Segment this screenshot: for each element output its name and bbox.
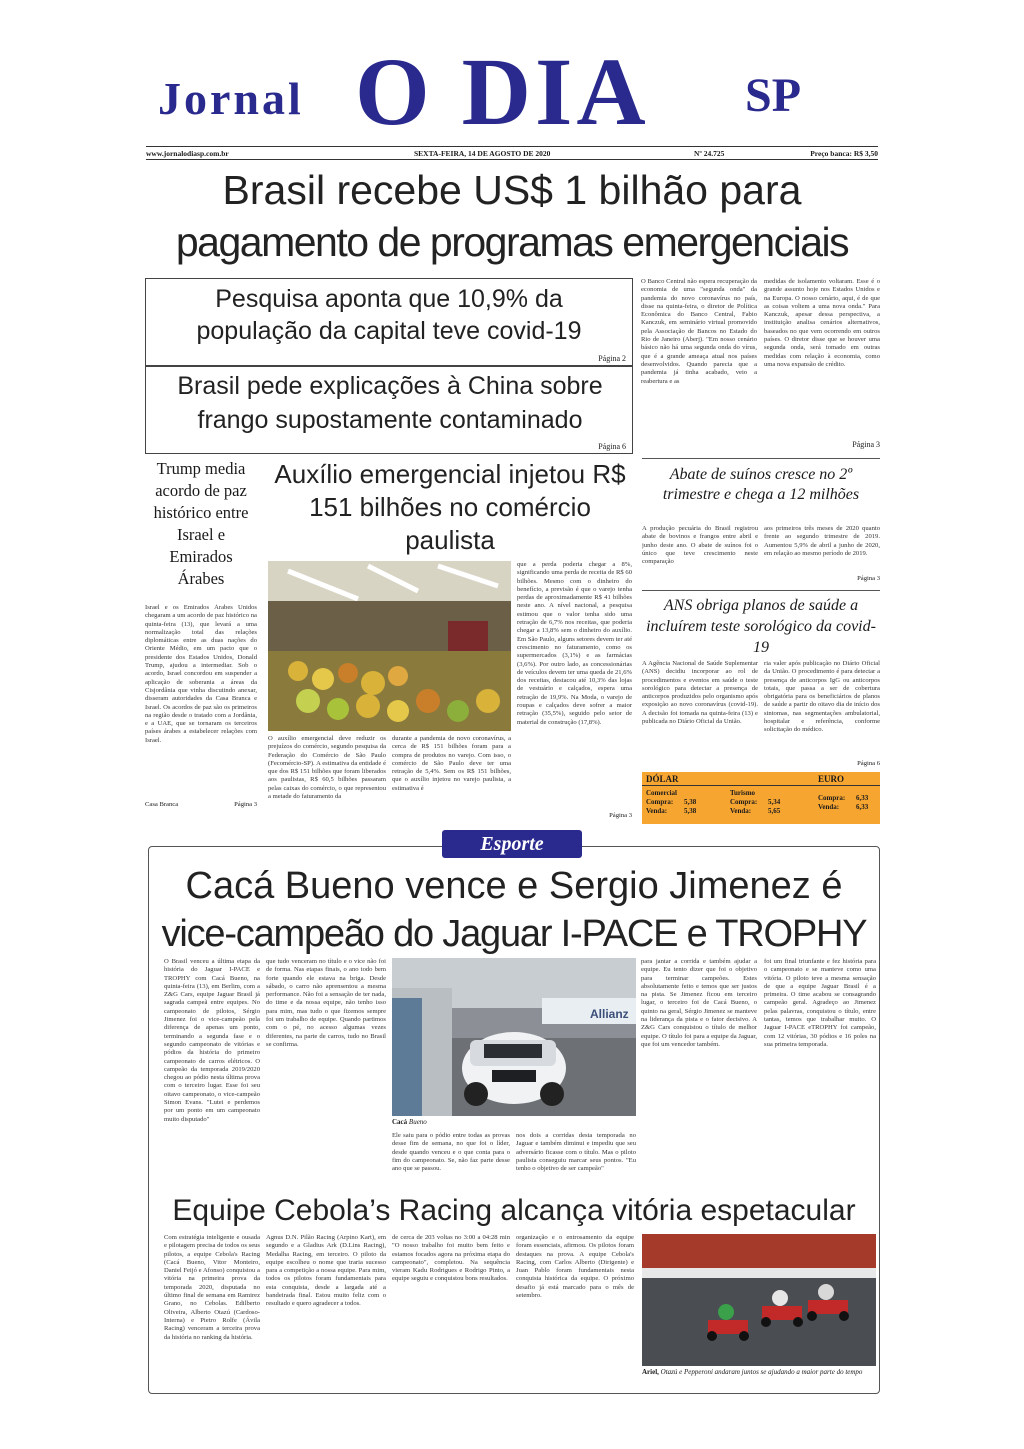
masthead-right: SP xyxy=(745,69,802,122)
masthead-left: Jornal xyxy=(158,73,304,124)
commercial-sell-label: Venda: xyxy=(646,807,668,815)
info-bar xyxy=(146,146,878,160)
ans-article[interactable] xyxy=(642,590,880,658)
sport-below-photo1: Ele saiu para o pódio entre todas as provas desse fim de semana, no que foi o líder, desde quando venceu e o que conta para o fim do campeonato. Se, não faz parte desse ano que se passou. xyxy=(392,1132,510,1173)
tourism-sell-label: Venda: xyxy=(730,807,752,815)
suinos-page: Página 3 xyxy=(857,575,880,582)
tourism-buy-value: 5,34 xyxy=(768,798,781,806)
auxilio-headline[interactable]: Auxílio emergencial injetou R$ 151 bilhões no comércio paulista xyxy=(274,459,626,555)
commercial-sell-value: 5,38 xyxy=(684,807,697,815)
commercial-buy-value: 5,38 xyxy=(684,798,697,806)
kart-photo-image xyxy=(642,1234,876,1366)
sport-col1: O Brasil venceu a última etapa da história do Jaguar I-PACE e TROPHY com Cacá Bueno, na quinta-feira (13), em Berlim, com a Z&G Cars, equipe Jaguar Brasil já sagrada campeã entre equipes. No campeonato de pilotos, Sérgio Jimenez foi o vice-campeão pela diferença de apenas um ponto, terminando a segunda fase e o segundo campeonato de vitórias e pódios da história do primeiro campeonato de carros elétricos. O campeão da temporada 2019/2020 chegou ao pódio nesta última prova com o terceiro lugar. Esse foi seu oitavo campeonato, o vice-campeão Simon Evans. "Lutei e perdemos por um ponto em um campeonato muito disputado" xyxy=(164,958,260,1123)
trump-article[interactable] xyxy=(145,458,257,823)
cover-price: Preço banca: R$ 3,50 xyxy=(810,149,878,158)
suinos-text1: A produção pecuária do Brasil registrou abate de bovinos e frangos entre abril e junho deste ano. O abate de suínos foi o único que teve crescimento neste comparação xyxy=(642,525,758,566)
sport-headline[interactable] xyxy=(152,862,876,958)
issue-date: SEXTA-FEIRA, 14 DE AGOSTO DE 2020 xyxy=(414,149,551,158)
cebola-col4: organização e o entrosamento da equipe foram essenciais, afirmou. Os pilotos foram destaques na prova. A equipe Cebola's Racing, com Carlos Alberto (Dirigente) e Juan Pablo foram fundamentais nesta conquista histórica da equipe. O próximo desafio já está marcado para o mês de setembro. xyxy=(516,1234,634,1300)
cebola-col1: Com estratégia inteligente e ousada e pilotagem precisa de todos os seus pilotos, a equipe Cebola's Racing (Cacá Bueno, Vitor Monteiro, Daniel Feijó e Afonso) conquistou a vitória na primeira prova da temporada 2020, disputada no último final de semana em Ramirez Grano, no Cebolas. Edilberto Oliveira, Alberto Otazú (Cardoso-Interna) e Pietro Rolfe (Ávila Racing) venceram a terceira prova da história no ranking da história. xyxy=(164,1234,260,1341)
euro-buy-value: 6,33 xyxy=(856,794,869,802)
commercial-label: Comercial xyxy=(646,789,677,797)
auxilio-text-right: que a perda poderia chegar a 8%, significando uma perda de receita de R$ 60 bilhões. Mesmo com o dinheiro do benefício, a previsão é que o varejo tenha perdas de aproximadamente R$ 41 bilhões neste ano. A nível nacional, a pesquisa estimou que o valor tenha sido uma retração de 6,7% nos receitas, que poderia chegar a 13,8% sem o dinheiro do auxílio. Em São Paulo, alguns setores devem ter até crescimento no faturamento, como os supermercados (3,1%) e as farmácias (3,6%). Por outro lado, as concessionárias de veículos devem ter uma queda de 21,6% dos receitas, destacou até 10,3% das lojas de vestuário e calçados, espera uma retração de 19,9%. Na Moda, o varejo de roupas e calçados deve sofrer a maior retração (35,5%), seguido pelo setor de material de construção (17,8%). xyxy=(517,561,632,726)
kart-photo xyxy=(642,1234,876,1366)
currency-table xyxy=(642,772,880,824)
race-caption-rest: Bueno xyxy=(408,1118,427,1126)
trump-text: Israel e os Emirados Árabes Unidos chegaram a um acordo de paz histórico na quinta-feira (13), que levará a uma normalização total das relações diplomáticas entre as duas nações do Oriente Médio, em um pacto que o presidente dos Estados Unidos, Donald Trump, ajudou a intermediar. Sob o acordo, Israel concordou em suspender a aplicação de soberania a áreas da Cisjordânia que vinha discutindo anexar, disseram autoridades da Casa Branca e Israel. Os acordos de paz são os primeiros na região desde o tratado com a Jordânia, e a UAE, que se tornaram os terceiros países árabes a estabelecer relações com Israel. xyxy=(145,604,257,744)
sport-col3: para jantar a corrida e também ajudar a equipe. Eu tento dizer que foi o objetivo para terminar campeões. Estes absolutamente feito e temos que ser justos na pista. Se Jimenez ficou em terceiro lugar, o terceiro foi de Cacá Bueno, o quinto na geral, Sérgio Jimenez se manteve na liderança da pista e o fator decisivo. A Z&G Cars conquistou o título de melhor equipe. O título foi para a equipe da Jaguar, que foi um vencedor também. xyxy=(641,958,757,1048)
covid-survey-headline: Pesquisa aponta que 10,9% da população da capital teve covid-19 xyxy=(196,285,582,345)
trump-headline: Trump media acordo de paz histórico entre Israel e Emirados Árabes xyxy=(153,459,249,588)
edition-number: Nº 24.725 xyxy=(694,149,725,158)
suinos-text2: aos primeiros três meses de 2020 quanto frente ao segundo trimestre de 2019. Aumentou 5,9% de abril a junho de 2020, em relação ao mesmo período de 2019. xyxy=(764,525,880,557)
website-link[interactable]: www.jornalodiasp.com.br xyxy=(146,149,229,158)
supermarket-photo xyxy=(268,561,511,731)
suinos-headline: Abate de suínos cresce no 2º trimestre e chega a 12 milhões xyxy=(662,466,860,503)
suinos-article[interactable] xyxy=(642,458,880,505)
cebola-headline[interactable]: Equipe Cebola’s Racing alcança vitória espetacular xyxy=(172,1194,856,1227)
euro-sell-value: 6,33 xyxy=(856,803,869,811)
masthead-title: O DIA xyxy=(355,38,650,145)
cebola-col3: de cerca de 203 voltas no 3:00 a 04:28 min "O nosso trabalho foi muito bem feito e estamos focados agora na próxima etapa do campeonato", completou. Na sequência vieram Kadu Rodrigues e Rodrigo Pinto, a equipe seguiu e conquistou bons resultados. xyxy=(392,1234,510,1283)
china-chicken-box[interactable] xyxy=(145,366,633,454)
china-chicken-page: Página 6 xyxy=(598,442,626,451)
trump-page: Página 3 xyxy=(234,801,257,808)
kart-photo-caption xyxy=(642,1368,876,1376)
commercial-buy-label: Compra: xyxy=(646,798,674,806)
tourism-buy-label: Compra: xyxy=(730,798,758,806)
ans-headline: ANS obriga planos de saúde a incluírem teste sorológico da covid-19 xyxy=(646,597,876,656)
supermarket-photo-image xyxy=(268,561,511,731)
main-headline-line1: Brasil recebe US$ 1 bilhão para xyxy=(222,167,802,213)
sport-col4: foi um final triunfante e fez história para o campeonato e se manteve como uma vitória. O piloto teve a mesma sensação de que a equipe Jaguar Brasil é a primeira. O time acabou se consagrando campeão geral. Agradeço ao Jimenez pelas palavras, conquistou o título, entre tantas, temos que trabalhar muito. O Jaguar I-PACE eTROPHY foi campeão, com 12 vitórias, 30 pódios e 16 poles na sua primeira temporada. xyxy=(764,958,876,1048)
kart-caption-name: Ariel, xyxy=(642,1368,659,1376)
trump-source: Casa Branca xyxy=(145,801,179,808)
main-story-col1: O Banco Central não espera recuperação da economia de uma "segunda onda" da pandemia do novo coronavírus no país, disse na quinta-feira, o diretor de Política Econômica do Banco Central, Fabio Kanczuk, em seminário virtual promovido pela Associação de Bancos no Estado do Rio de Janeiro (Aberj). "Em nosso cenário básico não há uma segunda onda do vírus, que é a grande ameaça atual nos países desenvolvidos. Quando parecia que a pandemia já tinha acabado, veio a reabertura e as xyxy=(641,278,757,385)
kart-caption-rest: Otazú e Pepperoni andaram juntos se ajudando a maior parte do tempo xyxy=(660,1368,863,1376)
ans-page: Página 6 xyxy=(857,760,880,767)
sport-below-photo2: nos dois a corridas desta temporada no Jaguar e também diminui e impediu que seu adversário ficasse com o título. Mas o piloto paulista conseguiu marcar seus pontos. "Eu tenho o objetivo de ser campeão" xyxy=(516,1132,636,1173)
dollar-label: DÓLAR xyxy=(646,774,679,784)
auxilio-text-bottom2: durante a pandemia de novo coronavírus, a cerca de R$ 151 bilhões foram para a compra de produtos no varejo. Com isso, o comércio de São Paulo deve ter uma retração de 5,4%. Sem os R$ 151 bilhões, que o auxílio injetou no varejo paulista, a estimativa é xyxy=(392,735,511,792)
race-photo-caption xyxy=(392,1118,636,1126)
main-story-col2: medidas de isolamento voltaram. Esse é o grande assunto hoje nos Estados Unidos e na Europa. O nosso cenário, aqui, é de que as coisas voltem a uma nova onda." Para Kanczuk, apesar dessa perspectiva, a instituição analisa cenários alternativos, baseados no que vem ocorrendo em outros países. O diretor disse que se houver uma segunda onda, será tomado em outras medidas com relação à economia, como uma nova expansão de crédito. xyxy=(764,278,880,368)
china-chicken-headline: Brasil pede explicações à China sobre frango supostamente contaminado xyxy=(177,372,603,434)
main-headline[interactable] xyxy=(146,164,878,268)
euro-buy-label: Compra: xyxy=(818,794,846,802)
auxilio-text-bottom1: O auxílio emergencial deve reduzir os prejuízos do comércio, segundo pesquisa da Federação do Comércio de São Paulo (Fecomércio-SP). A estimativa da entidade é que dos R$ 151 bilhões que foram liberados aos paulistas, R$ 60,5 bilhões passaram pelas caixas do comércio, o que representou a metade do faturamento da xyxy=(268,735,386,801)
main-headline-line2: pagamento de programas emergenciais xyxy=(175,219,849,265)
ans-text1: A Agência Nacional de Saúde Suplementar (ANS) decidiu incorporar ao rol de procedimentos e eventos em saúde o teste sorológico para detectar a presença de anticorpos produzidos pelo organismo após exposição ao novo coronavírus (covid-19). A decisão foi tomada na quinta-feira (13) e publicada no Diário Oficial da União. xyxy=(642,660,758,726)
ans-text2: ria valer após publicação no Diário Oficial da União. O procedimento é para detectar a presença de anticorpos IgG ou anticorpos totais, que passa a ser de cobertura obrigatória para os beneficiários de planos de saúde a partir do oitavo dia de início dos sintomas, nas segmentações ambulatorial, hospitalar e referência, conforme solicitação do médico. xyxy=(764,660,880,734)
auxilio-page[interactable]: Página 3 xyxy=(609,812,632,819)
cebola-col2: Agnus D.N. Pilão Racing (Arpino Kart), em segundo e a Gladius Ark (D.Lins Racing), Medalha Racing, em terceiro. O piloto da equipe escolheu o nome que traria sucesso para a competição a nossa equipe. Para mim, todos os pilotos foram fundamentais para esta conquista, desde a largada até a bandeirada final. Estou muito feliz com o resultado e quero agradecer a todos. xyxy=(266,1234,386,1308)
euro-label: EURO xyxy=(818,774,845,784)
main-story-page[interactable]: Página 3 xyxy=(852,440,880,449)
tourism-label: Turismo xyxy=(730,789,756,797)
sport-section-tag[interactable]: Esporte xyxy=(442,830,582,858)
covid-survey-box[interactable] xyxy=(145,278,633,366)
tourism-sell-value: 5,65 xyxy=(768,807,781,815)
race-car-photo-image xyxy=(392,958,636,1116)
euro-sell-label: Venda: xyxy=(818,803,840,811)
race-caption-name: Cacá xyxy=(392,1118,408,1126)
svg-text:Allianz: Allianz xyxy=(590,1007,629,1021)
race-car-photo xyxy=(392,958,636,1116)
sport-headline-line1: Cacá Bueno vence e Sergio Jimenez é xyxy=(185,865,843,907)
covid-survey-page: Página 2 xyxy=(598,354,626,363)
sport-col2: que tudo venceram no título e o vice não foi de forma. Nas etapas finais, o ano todo bem forte quando ele estava na briga. Desde sábado, o carro não aprensentou a mesma performance. Não foi a sensação de ter nada, do time e da nossa equipe, não tenho isso para mim, mas tudo o que fizemos sempre foi um trabalho de equipe. Quando partimos com o pé, no acesso algumas vezes diferentes, na parte de carros, tudo no Brasil se confirma. xyxy=(266,958,386,1048)
sport-headline-line2: vice-campeão do Jaguar I-PACE e TROPHY xyxy=(161,913,867,955)
